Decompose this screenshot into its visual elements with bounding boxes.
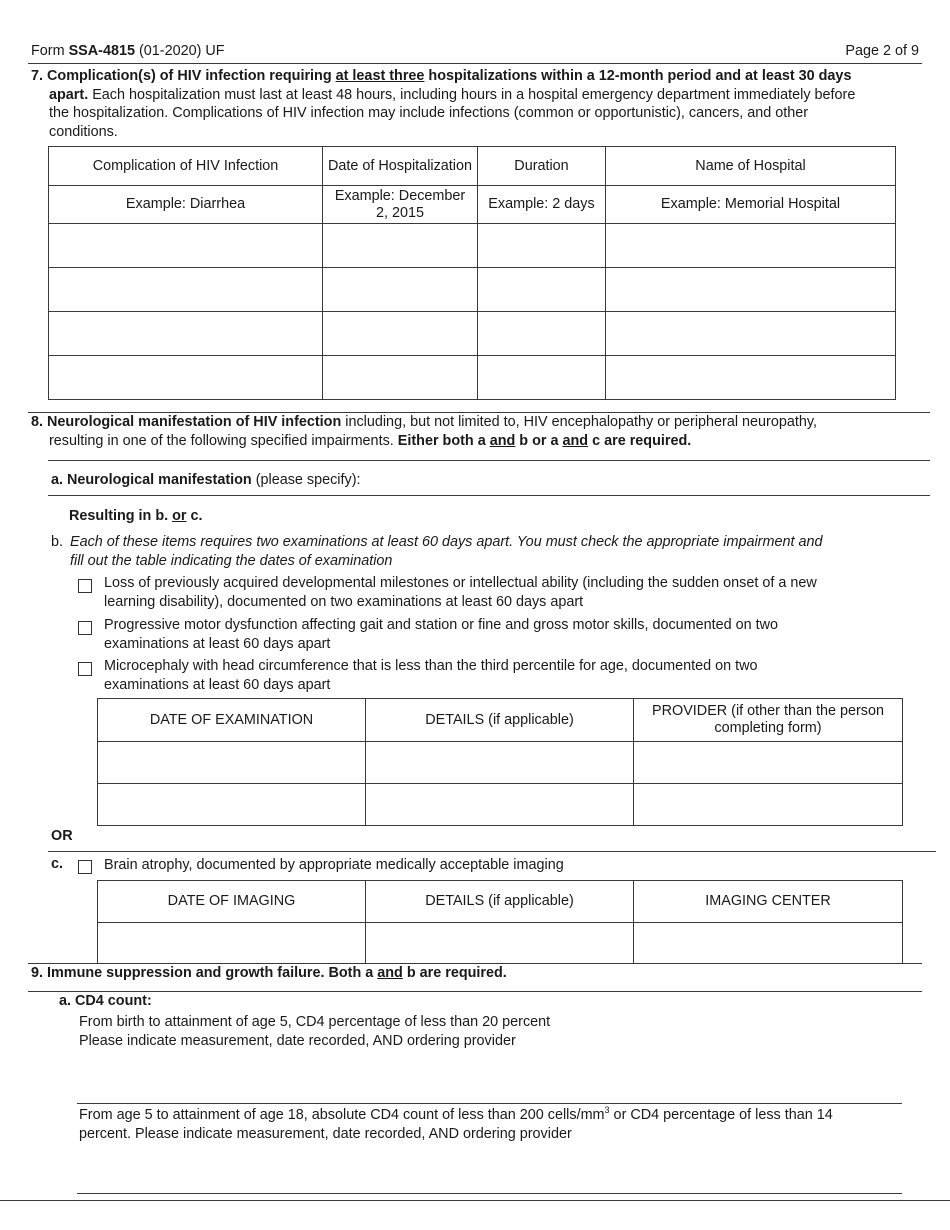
date-cell[interactable] [323, 356, 478, 400]
cd4-under-5-field[interactable] [79, 1053, 901, 1099]
col-header-duration: Duration [478, 147, 606, 186]
provider-cell[interactable] [634, 784, 903, 826]
imaging-date-cell[interactable] [98, 923, 366, 964]
microcephaly-option: Microcephaly with head circumference that is less than the third percentile for age, documented on two examinations at least 60 days apart [104, 658, 758, 693]
page-number: Page 2 of 9 [845, 43, 919, 59]
provider-cell[interactable] [634, 742, 903, 784]
complication-cell[interactable] [49, 356, 323, 400]
hospital-cell[interactable] [606, 312, 896, 356]
milestones-option: Loss of previously acquired developmental milestones or intellectual ability (including the sudden onset of a new learning disability), documented on two examinations at least 60 days apart [104, 575, 817, 610]
duration-cell[interactable] [478, 356, 606, 400]
form-id: Form SSA-4815 (01-2020) UF [31, 43, 225, 59]
date-cell[interactable] [323, 224, 478, 268]
hospital-cell[interactable] [606, 224, 896, 268]
col-header-complication: Complication of HIV Infection [49, 147, 323, 186]
col-header-details: DETAILS (if applicable) [366, 699, 634, 742]
page-bottom-rule [0, 1200, 950, 1201]
duration-cell[interactable] [478, 224, 606, 268]
col-header-provider: PROVIDER (if other than the person completing form) [634, 699, 903, 742]
microcephaly-checkbox[interactable] [78, 662, 92, 676]
milestones-checkbox[interactable] [78, 579, 92, 593]
imaging-center-cell[interactable] [634, 923, 903, 964]
details-cell[interactable] [366, 742, 634, 784]
example-duration: Example: 2 days [478, 186, 606, 224]
details-cell[interactable] [366, 784, 634, 826]
section-divider [28, 991, 922, 992]
q8-heading: 8. Neurological manifestation of HIV infection including, but not limited to, HIV encephalopathy or peripheral neuropathy, resulting in one of the following specified impairments. Either both a and b or a and c are required. [31, 414, 817, 449]
table-header-row [98, 881, 903, 923]
motor-dysfunction-option: Progressive motor dysfunction affecting gait and station or fine and gross motor skills, documented on two examinations at least 60 days apart [104, 617, 779, 652]
section-divider [48, 495, 930, 496]
hospital-cell[interactable] [606, 268, 896, 312]
brain-atrophy-option: Brain atrophy, documented by appropriate medically acceptable imaging [104, 857, 564, 873]
table-row [98, 784, 903, 826]
imaging-table [97, 880, 903, 964]
col-header-hospital: Name of Hospital [606, 147, 896, 186]
header-rule [28, 63, 922, 64]
motor-dysfunction-checkbox[interactable] [78, 621, 92, 635]
example-hospital: Example: Memorial Hospital [606, 186, 896, 224]
q8b-instructions: Each of these items requires two examinations at least 60 days apart. You must check the appropriate impairment and fill out the table indicating the dates of examination [70, 534, 823, 569]
example-row [49, 186, 896, 224]
cd4-age-5-18-field[interactable] [79, 1146, 901, 1190]
exam-date-cell[interactable] [98, 742, 366, 784]
duration-cell[interactable] [478, 312, 606, 356]
brain-atrophy-checkbox[interactable] [78, 860, 92, 874]
table-header-row [98, 699, 903, 742]
section-divider [48, 460, 930, 461]
example-complication: Example: Diarrhea [49, 186, 323, 224]
cd4-age-5-18-text: From age 5 to attainment of age 18, absolute CD4 count of less than 200 cells/$mm^3$ or CD4 percentage of less than 14 percent. Please indicate measurement, date recorded, AND ordering provider [79, 1105, 833, 1142]
table-row [98, 742, 903, 784]
complication-cell[interactable] [49, 224, 323, 268]
col-header-exam-date: DATE OF EXAMINATION [98, 699, 366, 742]
table-row [49, 224, 896, 268]
or-label: OR [51, 828, 73, 844]
details-cell[interactable] [366, 923, 634, 964]
q8b-label: b. [51, 534, 64, 550]
table-header-row [49, 147, 896, 186]
q9-heading: 9. Immune suppression and growth failure. Both a and b are required. [31, 965, 507, 981]
table-row [98, 923, 903, 964]
example-date: Example: December 2, 2015 [323, 186, 478, 224]
table-row [49, 356, 896, 400]
answer-line [77, 1193, 902, 1194]
col-header-imaging-center: IMAGING CENTER [634, 881, 903, 923]
q9a-label: a. CD4 count: [59, 993, 152, 1009]
date-cell[interactable] [323, 312, 478, 356]
col-header-imaging-date: DATE OF IMAGING [98, 881, 366, 923]
col-header-date: Date of Hospitalization [323, 147, 478, 186]
duration-cell[interactable] [478, 268, 606, 312]
complication-cell[interactable] [49, 312, 323, 356]
answer-line [77, 1103, 902, 1104]
q7-heading: 7. Complication(s) of HIV infection requiring at least three hospitalizations within a 12-month period and at least 30 days apart. Each hospitalization must last at least 48 hours, including hours in a hospital emergency department immediately before the hospitalization. Complications of HIV infection may include infections (common or opportunistic), cancers, and other conditions. [31, 68, 856, 140]
date-cell[interactable] [323, 268, 478, 312]
neurological-manifestation-field[interactable] [395, 470, 915, 490]
hospital-cell[interactable] [606, 356, 896, 400]
table-row [49, 268, 896, 312]
table-row [49, 312, 896, 356]
col-header-details: DETAILS (if applicable) [366, 881, 634, 923]
complication-cell[interactable] [49, 268, 323, 312]
resulting-in-label: Resulting in b. or c. [69, 508, 203, 524]
hospitalization-table [48, 146, 896, 400]
exam-date-cell[interactable] [98, 784, 366, 826]
q8a-label: a. Neurological manifestation (please specify): [51, 472, 361, 488]
examination-table [97, 698, 903, 826]
q8c-label: c. [51, 856, 64, 872]
section-divider [48, 851, 936, 852]
cd4-under-5-text: From birth to attainment of age 5, CD4 percentage of less than 20 percent Please indicate measurement, date recorded, AND ordering provider [79, 1014, 551, 1049]
